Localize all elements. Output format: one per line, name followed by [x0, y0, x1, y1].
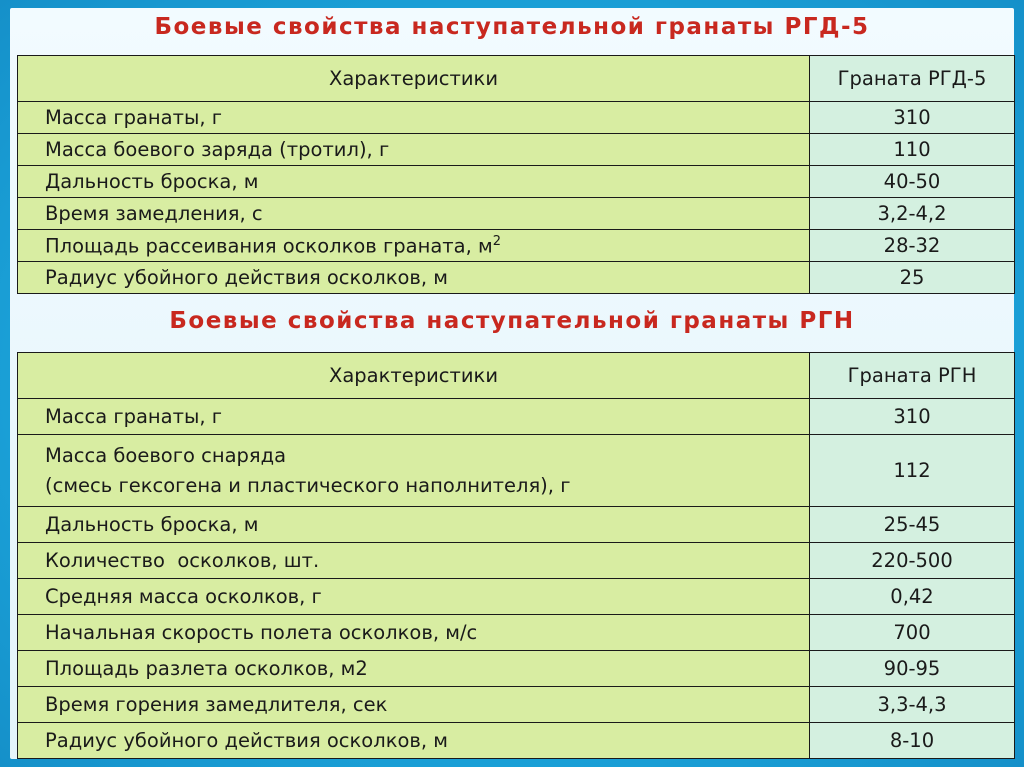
row-value: 3,2-4,2: [810, 198, 1015, 230]
row-value: 25: [810, 262, 1015, 294]
row-value: 220-500: [810, 543, 1015, 579]
slide: [10, 8, 1014, 759]
row-label: Масса гранаты, г: [18, 399, 810, 435]
table-header-row: [18, 56, 1015, 102]
row-label: Дальность броска, м: [18, 507, 810, 543]
table-row: [18, 134, 1015, 166]
table-row: [18, 435, 1015, 507]
rgd5-properties-table: [17, 55, 1015, 294]
table-row: [18, 230, 1015, 262]
table-row: [18, 543, 1015, 579]
row-label: Средняя масса осколков, г: [18, 579, 810, 615]
row-value: 25-45: [810, 507, 1015, 543]
row-value: 310: [810, 399, 1015, 435]
table-row: [18, 399, 1015, 435]
row-value: 110: [810, 134, 1015, 166]
row-label: Площадь разлета осколков, м2: [18, 651, 810, 687]
row-label: Площадь рассеивания осколков граната, м: [45, 234, 493, 258]
row-value: 28-32: [810, 230, 1015, 262]
row-label: Радиус убойного действия осколков, м: [18, 262, 810, 294]
row-label: Начальная скорость полета осколков, м/с: [18, 615, 810, 651]
row-value: 8-10: [810, 723, 1015, 759]
row-value: 310: [810, 102, 1015, 134]
header-grenade: Граната РГД-5: [810, 56, 1015, 102]
table-row: [18, 198, 1015, 230]
table-row: [18, 687, 1015, 723]
row-value: 90-95: [810, 651, 1015, 687]
table-row: [18, 651, 1015, 687]
row-value: 700: [810, 615, 1015, 651]
row-label: Масса гранаты, г: [18, 102, 810, 134]
header-grenade: Граната РГН: [810, 353, 1015, 399]
row-value: 0,42: [810, 579, 1015, 615]
row-label: Дальность броска, м: [18, 166, 810, 198]
table-row: [18, 507, 1015, 543]
row-label-cell: [18, 230, 810, 262]
table-row: [18, 262, 1015, 294]
row-label: Время замедления, с: [18, 198, 810, 230]
header-characteristics: Характеристики: [18, 353, 810, 399]
row-label: Радиус убойного действия осколков, м: [18, 723, 810, 759]
superscript-unit: 2: [492, 233, 501, 249]
header-characteristics: Характеристики: [18, 56, 810, 102]
table-row: [18, 166, 1015, 198]
row-label-continued: (смесь гексогена и пластического наполнителя), г: [45, 473, 571, 497]
table2-title: Боевые свойства наступательной гранаты РГН: [169, 308, 855, 334]
rgn-properties-table: [17, 352, 1015, 759]
row-label: Количество осколков, шт.: [18, 543, 810, 579]
row-value: 40-50: [810, 166, 1015, 198]
row-label-cell: [18, 435, 810, 507]
table-row: [18, 723, 1015, 759]
table-row: [18, 615, 1015, 651]
row-value: 3,3-4,3: [810, 687, 1015, 723]
row-value: 112: [810, 435, 1015, 507]
row-label: Время горения замедлителя, сек: [18, 687, 810, 723]
table-row: [18, 102, 1015, 134]
row-label: Масса боевого заряда (тротил), г: [18, 134, 810, 166]
table1-title: Боевые свойства наступательной гранаты РГД-5: [154, 14, 870, 40]
table-row: [18, 579, 1015, 615]
row-label: Масса боевого снаряда: [45, 443, 287, 467]
table-header-row: [18, 353, 1015, 399]
